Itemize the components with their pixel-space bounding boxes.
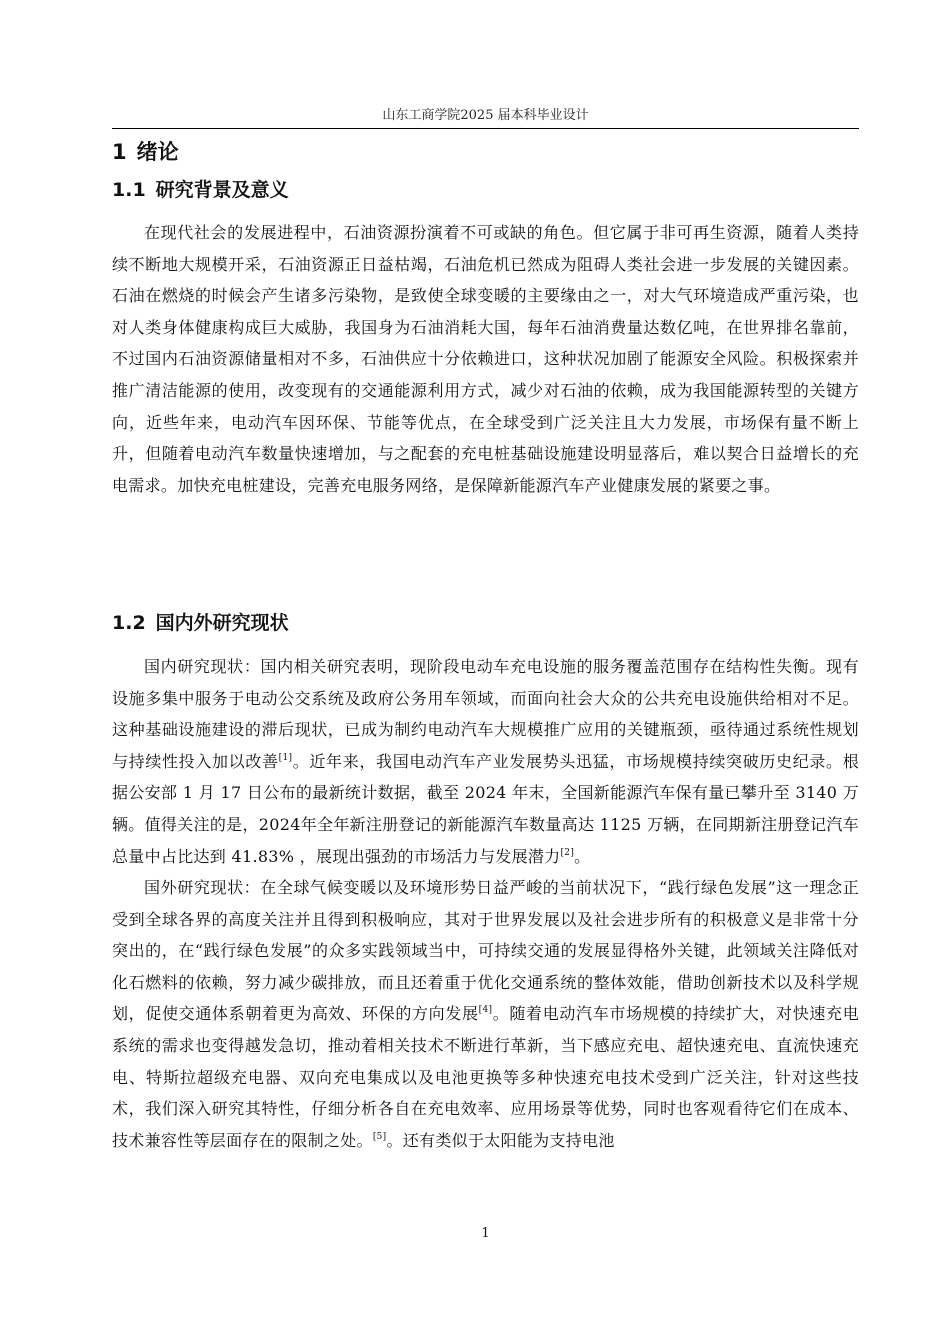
chapter-title: 绪论	[136, 140, 179, 164]
chapter-number: 1	[112, 140, 127, 164]
section-heading-1-1	[112, 176, 289, 204]
citation-5[interactable]: [5]	[372, 1131, 387, 1142]
section-number: 1.1	[112, 179, 146, 201]
section-title: 研究背景及意义	[155, 179, 289, 201]
paragraph-text: 。还有类似于太阳能为支持电池	[386, 1130, 615, 1150]
paragraph-text: 。近年来，我国电动汽车产业发展势头迅猛，市场规模持续突破历史纪录。根据公安部 1 月 17 日公布的最新统计数据，截至 2024 年末，全国新能源汽车保有量已攀升至 3140 万辆。值得关注的是，2024年全年新注册登记的新能源汽车数量高达 1125 万辆，在同期新注册登记汽车总量中占比达到 41.83% ，展现出强劲的市场活力与发展潜力	[112, 751, 859, 866]
paragraph-text: 国内研究现状：国内相关研究表明，现阶段电动车充电设施的服务覆盖范围存在结构性失衡。现有设施多集中服务于电动公交系统及政府公务用车领域，而面向社会大众的公共充电设施供给相对不足。这种基础设施建设的滞后现状，已成为制约电动汽车大规模推广应用的关键瓶颈，亟待通过系统性规划与持续性投入加以改善	[112, 657, 859, 771]
citation-2[interactable]: [2]	[560, 847, 575, 858]
paragraph-foreign-research	[112, 872, 859, 1156]
section-number: 1.2	[112, 612, 146, 634]
chapter-heading	[112, 137, 179, 167]
paragraph-domestic-research	[112, 651, 859, 872]
paragraph-text: 。随着电动汽车市场规模的持续扩大，对快速充电系统的需求也变得越发急切，推动着相关技术不断进行革新，当下感应充电、超快速充电、直流快速充电、特斯拉超级充电器、双向充电集成以及电池更换等多种快速充电技术受到广泛关注，针对这些技术，我们深入研究其特性，仔细分析各自在充电效率、应用场景等优势，同时也客观看待它们在成本、技术兼容性等层面存在的限制之处。	[112, 1004, 859, 1150]
section-heading-1-2	[112, 609, 289, 637]
citation-4[interactable]: [4]	[478, 1005, 493, 1016]
paragraph-background: 在现代社会的发展进程中，石油资源扮演着不可或缺的角色。但它属于非可再生资源，随着人类持续不断地大规模开采，石油资源正日益枯竭，石油危机已然成为阻碍人类社会进一步发展的关键因素。石油在燃烧的时候会产生诸多污染物，是致使全球变暖的主要缘由之一，对大气环境造成严重污染，也对人类身体健康构成巨大威胁，我国身为石油消耗大国，每年石油消费量达数亿吨，在世界排名靠前，不过国内石油资源储量相对不多，石油供应十分依赖进口，这种状况加剧了能源安全风险。积极探索并推广清洁能源的使用，改变现有的交通能源利用方式，减少对石油的依赖，成为我国能源转型的关键方向，近些年来，电动汽车因环保、节能等优点，在全球受到广泛关注且大力发展，市场保有量不断上升，但随着电动汽车数量快速增加，与之配套的充电桩基础设施建设明显落后，难以契合日益增长的充电需求。加快充电桩建设，完善充电服务网络，是保障新能源汽车产业健康发展的紧要之事。	[112, 223, 859, 495]
citation-1[interactable]: [1]	[278, 752, 293, 763]
paragraph-text: 国外研究现状：在全球气候变暖以及环境形势日益严峻的当前状况下，“践行绿色发展”这一理念正受到全球各界的高度关注并且得到积极响应，其对于世界发展以及社会进步所有的积极意义是非常十分突出的，在“践行绿色发展”的众多实践领域当中，可持续交通的发展显得格外关键，此领域关注降低对化石燃料的依赖，努力减少碳排放，而且还着重于优化交通系统的整体效能，借助创新技术以及科学规划，促使交通体系朝着更为高效、环保的方向发展	[112, 878, 859, 1024]
page-header: 山东工商学院2025 届本科毕业设计	[382, 108, 589, 123]
page-number: 1	[481, 1226, 490, 1241]
header-rule	[112, 128, 859, 129]
paragraph-text: 。	[574, 846, 591, 866]
section-title: 国内外研究现状	[155, 612, 289, 634]
